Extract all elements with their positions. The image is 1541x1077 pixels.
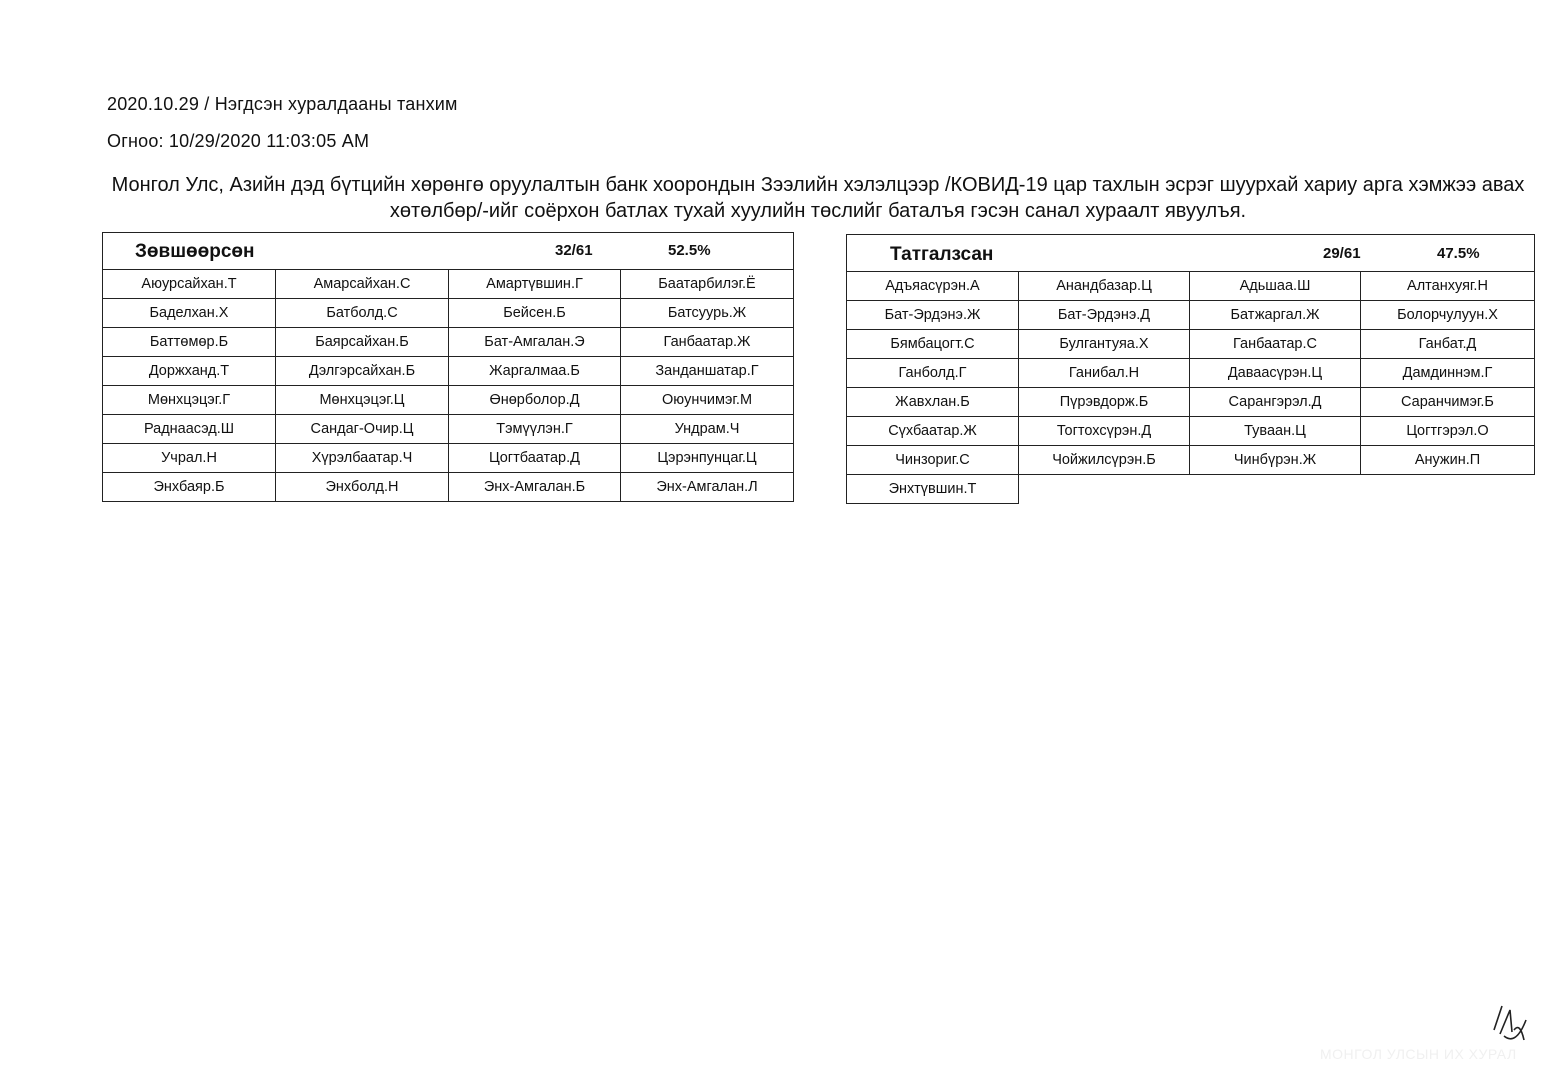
member-name: Цогтгэрэл.О bbox=[1361, 417, 1535, 446]
member-name: Сандаг-Очир.Ц bbox=[276, 415, 449, 444]
member-name: Адьшаа.Ш bbox=[1190, 272, 1361, 301]
member-name: Булгантуяа.Х bbox=[1019, 330, 1190, 359]
member-name: Энхтүвшин.Т bbox=[847, 475, 1019, 504]
rejected-label: Татгалзсан bbox=[890, 244, 994, 265]
member-name: Болорчулуун.Х bbox=[1361, 301, 1535, 330]
table-row bbox=[847, 446, 1535, 475]
member-name: Энх-Амгалан.Б bbox=[449, 473, 621, 502]
member-name: Жаргалмаа.Б bbox=[449, 357, 621, 386]
handwritten-mark-icon bbox=[1490, 1000, 1530, 1050]
session-date: Огноо: 10/29/2020 11:03:05 AM bbox=[107, 131, 370, 151]
member-name: Бат-Эрдэнэ.Ж bbox=[847, 301, 1019, 330]
approved-percent: 52.5% bbox=[668, 242, 711, 259]
member-name: Баттөмөр.Б bbox=[103, 328, 276, 357]
table-row bbox=[103, 357, 794, 386]
member-name: Өнөрболор.Д bbox=[449, 386, 621, 415]
member-name: Энхболд.Н bbox=[276, 473, 449, 502]
member-name: Ганбат.Д bbox=[1361, 330, 1535, 359]
member-name: Чинзориг.С bbox=[847, 446, 1019, 475]
member-name: Мөнхцэцэг.Ц bbox=[276, 386, 449, 415]
member-name: Ганболд.Г bbox=[847, 359, 1019, 388]
member-name: Раднаасэд.Ш bbox=[103, 415, 276, 444]
member-name: Амарсайхан.С bbox=[276, 270, 449, 299]
member-name: Бат-Эрдэнэ.Д bbox=[1019, 301, 1190, 330]
approved-header bbox=[103, 233, 794, 270]
member-name: Алтанхуяг.Н bbox=[1361, 272, 1535, 301]
table-row bbox=[103, 473, 794, 502]
member-name: Тэмүүлэн.Г bbox=[449, 415, 621, 444]
rejected-table bbox=[846, 234, 1535, 504]
table-row bbox=[847, 301, 1535, 330]
member-name: Дамдиннэм.Г bbox=[1361, 359, 1535, 388]
member-name: Бямбацогт.С bbox=[847, 330, 1019, 359]
member-name: Доржханд.Т bbox=[103, 357, 276, 386]
member-name: Хүрэлбаатар.Ч bbox=[276, 444, 449, 473]
member-name: Цогтбаатар.Д bbox=[449, 444, 621, 473]
table-row bbox=[103, 415, 794, 444]
member-name: Батжаргал.Ж bbox=[1190, 301, 1361, 330]
empty-cell bbox=[1190, 475, 1361, 504]
member-name: Батсуурь.Ж bbox=[621, 299, 794, 328]
member-name: Амартүвшин.Г bbox=[449, 270, 621, 299]
table-row bbox=[847, 330, 1535, 359]
member-name: Аюурсайхан.Т bbox=[103, 270, 276, 299]
member-name: Бат-Амгалан.Э bbox=[449, 328, 621, 357]
member-name: Чойжилсүрэн.Б bbox=[1019, 446, 1190, 475]
member-name: Энх-Амгалан.Л bbox=[621, 473, 794, 502]
approved-label: Зөвшөөрсөн bbox=[135, 241, 255, 262]
table-row bbox=[847, 475, 1535, 504]
approved-count: 32/61 bbox=[555, 242, 593, 259]
table-row bbox=[103, 270, 794, 299]
member-name: Мөнхцэцэг.Г bbox=[103, 386, 276, 415]
member-name: Ундрам.Ч bbox=[621, 415, 794, 444]
member-name: Баделхан.Х bbox=[103, 299, 276, 328]
member-name: Цэрэнпунцаг.Ц bbox=[621, 444, 794, 473]
table-row bbox=[847, 417, 1535, 446]
table-row bbox=[847, 388, 1535, 417]
member-name: Ганибал.Н bbox=[1019, 359, 1190, 388]
member-name: Даваасүрэн.Ц bbox=[1190, 359, 1361, 388]
member-name: Бейсен.Б bbox=[449, 299, 621, 328]
table-row bbox=[847, 272, 1535, 301]
member-name: Ганбаатар.С bbox=[1190, 330, 1361, 359]
table-row bbox=[847, 359, 1535, 388]
member-name: Оюунчимэг.М bbox=[621, 386, 794, 415]
member-name: Анандбазар.Ц bbox=[1019, 272, 1190, 301]
member-name: Энхбаяр.Б bbox=[103, 473, 276, 502]
watermark: МОНГОЛ УЛСЫН ИХ ХУРАЛ bbox=[1320, 1046, 1517, 1062]
member-name: Сүхбаатар.Ж bbox=[847, 417, 1019, 446]
session-location: 2020.10.29 / Нэгдсэн хуралдааны танхим bbox=[107, 94, 458, 114]
table-row bbox=[103, 444, 794, 473]
rejected-header bbox=[847, 235, 1535, 272]
member-name: Баатарбилэг.Ё bbox=[621, 270, 794, 299]
member-name: Учрал.Н bbox=[103, 444, 276, 473]
member-name: Тогтохсүрэн.Д bbox=[1019, 417, 1190, 446]
member-name: Занданшатар.Г bbox=[621, 357, 794, 386]
member-name: Жавхлан.Б bbox=[847, 388, 1019, 417]
member-name: Сарангэрэл.Д bbox=[1190, 388, 1361, 417]
approved-table bbox=[102, 232, 794, 502]
member-name: Чинбүрэн.Ж bbox=[1190, 446, 1361, 475]
member-name: Баярсайхан.Б bbox=[276, 328, 449, 357]
member-name: Анужин.П bbox=[1361, 446, 1535, 475]
member-name: Адъяасүрэн.А bbox=[847, 272, 1019, 301]
rejected-count: 29/61 bbox=[1323, 245, 1361, 262]
empty-cell bbox=[1019, 475, 1190, 504]
table-row bbox=[103, 386, 794, 415]
table-row bbox=[103, 299, 794, 328]
member-name: Туваан.Ц bbox=[1190, 417, 1361, 446]
empty-cell bbox=[1361, 475, 1535, 504]
motion-title: Монгол Улс, Азийн дэд бүтцийн хөрөнгө оруулалтын банк хоорондын Зээлийн хэлэлцээр /КОВИД-19 цар тахлын эсрэг шуурхай хариу арга хэмжээ авах хөтөлбөр/-ийг соёрхон батлах тухай хуулийн төслийг баталъя гэсэн санал хураалт явуулъя. bbox=[111, 174, 1525, 222]
member-name: Батболд.С bbox=[276, 299, 449, 328]
rejected-percent: 47.5% bbox=[1437, 245, 1480, 262]
member-name: Дэлгэрсайхан.Б bbox=[276, 357, 449, 386]
member-name: Саранчимэг.Б bbox=[1361, 388, 1535, 417]
member-name: Ганбаатар.Ж bbox=[621, 328, 794, 357]
member-name: Пүрэвдорж.Б bbox=[1019, 388, 1190, 417]
table-row bbox=[103, 328, 794, 357]
